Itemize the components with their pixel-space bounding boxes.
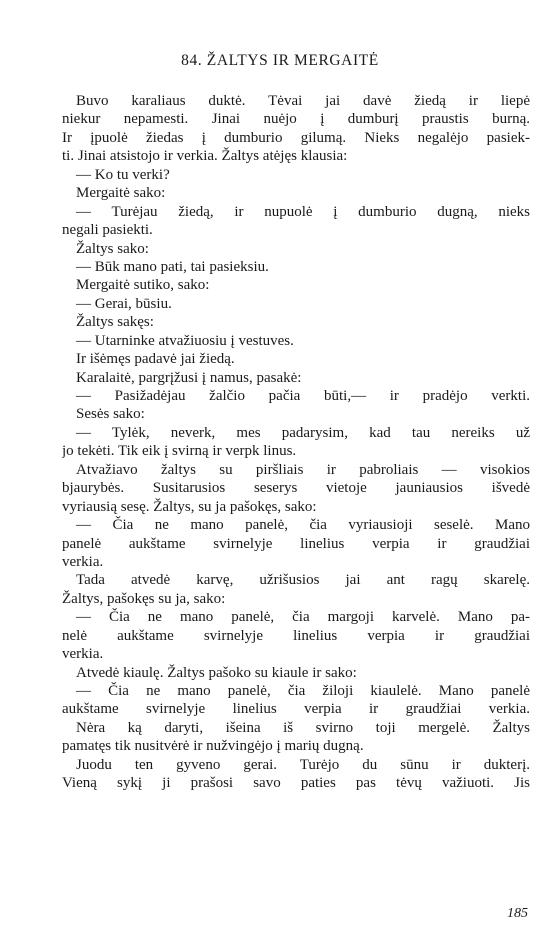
text-line: ti. Jinai atsistojo ir verkia. Žaltys atėjęs klausia: <box>62 148 348 165</box>
text-line: pamatęs tik nusitvėrė ir nužvingėjo į marių dugną. <box>62 738 364 755</box>
text-line: — Čia ne mano panelė, čia margoji karvelė. Mano pa- <box>76 609 530 626</box>
text-line: Žaltys sako: <box>76 240 149 257</box>
story-text <box>62 92 530 793</box>
text-line: Nėra ką daryti, išeina iš svirno toji mergelė. Žaltys <box>76 719 530 736</box>
text-line: — Tylėk, neverk, mes padarysim, kad tau nereiks už <box>76 424 530 441</box>
text-line: — Turėjau žiedą, ir nupuolė į dumburio dugną, nieks <box>76 203 530 220</box>
text-line: vyriausią sesę. Žaltys, su ja pašokęs, sako: <box>62 498 317 515</box>
text-line: — Utarninke atvažiuosiu į vestuves. <box>76 332 294 349</box>
text-line: jo tekėti. Tik eik į svirną ir verpk linus. <box>62 443 297 460</box>
text-line: — Čia ne mano panelė, čia vyriausioji seselė. Mano <box>76 517 530 534</box>
page-title: 84. ŽALTYS IR MERGAITĖ <box>181 52 379 69</box>
text-line: — Čia ne mano panelė, čia žiloji kiaulelė. Mano panelė <box>76 683 530 699</box>
text-line: verkia. <box>62 646 104 663</box>
text-line: Juodu ten gyveno gerai. Turėjo du sūnu ir dukterį. <box>76 756 530 773</box>
text-line: Atvažiavo žaltys su piršliais ir pabroliais — visokios <box>76 461 530 478</box>
text-line: Buvo karaliaus duktė. Tėvai jai davė žiedą ir liepė <box>76 93 530 109</box>
text-line: Ir įpuolė žiedas į dumburio gilumą. Nieks negalėjo pasiek- <box>62 129 530 146</box>
text-line: — Būk mano pati, tai pasieksiu. <box>76 258 269 275</box>
text-line: — Pasižadėjau žalčio pačia būti,— ir pradėjo verkti. <box>76 388 530 404</box>
text-line: Tada atvedė karvę, užrišusios jai ant ragų skarelę. <box>76 572 530 589</box>
text-line: negali pasiekti. <box>62 222 153 239</box>
text-line: bjaurybės. Susitarusios seserys vietoje jauniausios išvedė <box>62 480 530 497</box>
text-line: Žaltys, pašokęs su ja, sako: <box>62 590 226 607</box>
text-line: verkia. <box>62 553 104 570</box>
text-line: Ir išėmęs padavė jai žiedą. <box>76 351 235 368</box>
text-line: Atvedė kiaulę. Žaltys pašoko su kiaule ir sako: <box>76 664 357 681</box>
text-line: panelė aukštame svirnelyje linelius verpia ir graudžiai <box>62 535 530 552</box>
text-line: Karalaitė, pargrįžusi į namus, pasakė: <box>76 369 302 386</box>
text-line: nelė aukštame svirnelyje linelius verpia ir graudžiai <box>62 627 530 644</box>
text-line: Vieną sykį ji prašosi savo paties pas tėvų važiuoti. Jis <box>62 775 530 792</box>
text-line: — Gerai, būsiu. <box>76 295 172 312</box>
text-line: — Ko tu verki? <box>76 166 170 183</box>
text-line: Žaltys sakęs: <box>76 314 154 331</box>
text-line: aukštame svirnelyje linelius verpia ir graudžiai verkia. <box>62 701 530 718</box>
text-line: Sesės sako: <box>76 406 145 423</box>
text-line: Mergaitė sutiko, sako: <box>76 277 210 294</box>
text-line: niekur nepamesti. Jinai nuėjo į dumburį praustis burną. <box>62 111 530 128</box>
text-line: Mergaitė sako: <box>76 185 166 202</box>
page-number: 185 <box>507 906 528 921</box>
